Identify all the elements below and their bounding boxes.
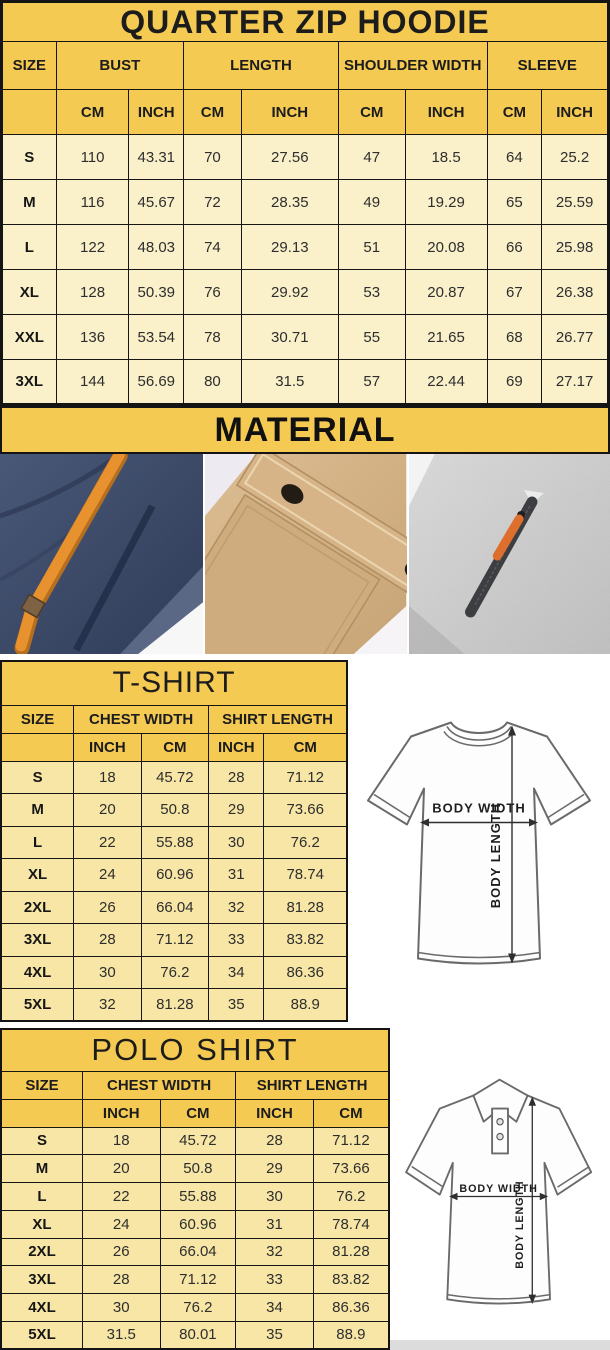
- value-cell: 71.12: [264, 761, 347, 794]
- table-row: [1, 1183, 389, 1211]
- value-cell: 18: [74, 761, 141, 794]
- row-label-cell: S: [2, 135, 57, 180]
- value-cell: 32: [236, 1238, 314, 1266]
- body-width-label: BODY WIDTH: [432, 800, 526, 816]
- value-cell: 66.04: [160, 1238, 236, 1266]
- value-cell: 18.5: [405, 135, 487, 180]
- polo-measurement-diagram: [393, 1055, 608, 1323]
- value-cell: 73.66: [264, 794, 347, 827]
- value-cell: 66.04: [141, 891, 208, 924]
- value-cell: 33: [209, 924, 264, 957]
- value-cell: 20: [74, 794, 141, 827]
- body-length-label: BODY LENGTH: [488, 802, 503, 909]
- value-cell: 26: [74, 891, 141, 924]
- value-cell: 136: [56, 315, 129, 360]
- hoodie-unit-header: [2, 90, 609, 135]
- row-label-cell: [1, 1099, 82, 1127]
- value-cell: 26.77: [542, 315, 609, 360]
- value-cell: CM: [487, 90, 542, 135]
- table-row: [1, 733, 347, 761]
- value-cell: 33: [236, 1266, 314, 1294]
- value-cell: 25.59: [542, 180, 609, 225]
- value-cell: 122: [56, 225, 129, 270]
- table-row: [2, 360, 609, 405]
- navy-fabric-illustration: [0, 454, 203, 654]
- table-row: [1, 891, 347, 924]
- row-label-cell: M: [1, 794, 74, 827]
- value-cell: 22: [74, 826, 141, 859]
- table-row: [1, 956, 347, 989]
- hoodie-title-row: [2, 2, 609, 42]
- value-cell: 45.72: [160, 1127, 236, 1155]
- value-cell: INCH: [74, 733, 141, 761]
- value-cell: 28: [82, 1266, 160, 1294]
- value-cell: CM: [338, 90, 405, 135]
- row-label-cell: 3XL: [2, 360, 57, 405]
- value-cell: 35: [209, 989, 264, 1022]
- table-row: [1, 826, 347, 859]
- table-row: [2, 135, 609, 180]
- polo-title-row: [1, 1029, 389, 1071]
- value-cell: CM: [184, 90, 242, 135]
- value-cell: 71.12: [313, 1127, 389, 1155]
- value-cell: CM: [313, 1099, 389, 1127]
- value-cell: 49: [338, 180, 405, 225]
- value-cell: 32: [209, 891, 264, 924]
- material-heading: MATERIAL: [0, 406, 610, 454]
- value-cell: 70: [184, 135, 242, 180]
- tshirt-measurement-diagram: [354, 690, 604, 990]
- value-cell: 22: [82, 1183, 160, 1211]
- value-cell: 34: [236, 1294, 314, 1322]
- value-cell: 83.82: [313, 1266, 389, 1294]
- tshirt-size-table: [0, 660, 348, 1022]
- value-cell: 76.2: [160, 1294, 236, 1322]
- table-row: [1, 859, 347, 892]
- row-label-cell: XL: [1, 859, 74, 892]
- row-label-cell: 4XL: [1, 1294, 82, 1322]
- value-cell: 88.9: [264, 989, 347, 1022]
- value-cell: 25.2: [542, 135, 609, 180]
- value-cell: 30: [82, 1294, 160, 1322]
- hoodie-title: QUARTER ZIP HOODIE: [2, 2, 609, 42]
- value-cell: 50.8: [141, 794, 208, 827]
- tshirt-unit-header: [1, 733, 347, 761]
- value-cell: CM: [160, 1099, 236, 1127]
- value-cell: 31: [236, 1210, 314, 1238]
- col-size: SIZE: [2, 42, 57, 90]
- value-cell: 30: [209, 826, 264, 859]
- value-cell: 65: [487, 180, 542, 225]
- value-cell: 35: [236, 1321, 314, 1349]
- row-label-cell: M: [2, 180, 57, 225]
- table-row: [1, 1155, 389, 1183]
- row-label-cell: 5XL: [1, 1321, 82, 1349]
- col-shirt-length: SHIRT LENGTH: [236, 1071, 389, 1099]
- value-cell: 81.28: [313, 1238, 389, 1266]
- table-row: [1, 1099, 389, 1127]
- col-sleeve: SLEEVE: [487, 42, 608, 90]
- value-cell: 144: [56, 360, 129, 405]
- material-photo-navy-drawstring: [0, 454, 203, 654]
- value-cell: 71.12: [160, 1266, 236, 1294]
- value-cell: 30: [236, 1183, 314, 1211]
- table-row: [2, 270, 609, 315]
- row-label-cell: XL: [2, 270, 57, 315]
- row-label-cell: 3XL: [1, 924, 74, 957]
- value-cell: INCH: [236, 1099, 314, 1127]
- row-label-cell: 3XL: [1, 1266, 82, 1294]
- value-cell: 57: [338, 360, 405, 405]
- value-cell: 28: [74, 924, 141, 957]
- value-cell: INCH: [129, 90, 184, 135]
- value-cell: 68: [487, 315, 542, 360]
- value-cell: 71.12: [141, 924, 208, 957]
- material-photo-khaki-pocket: [203, 454, 406, 654]
- row-label-cell: M: [1, 1155, 82, 1183]
- value-cell: CM: [141, 733, 208, 761]
- table-row: [2, 180, 609, 225]
- body-length-label: BODY LENGTH: [513, 1180, 526, 1269]
- value-cell: INCH: [209, 733, 264, 761]
- value-cell: 55.88: [160, 1183, 236, 1211]
- gray-fabric-illustration: [409, 454, 610, 654]
- polo-title: POLO SHIRT: [1, 1029, 389, 1071]
- tshirt-title: T-SHIRT: [1, 661, 347, 705]
- value-cell: 20: [82, 1155, 160, 1183]
- value-cell: 128: [56, 270, 129, 315]
- value-cell: 25.98: [542, 225, 609, 270]
- value-cell: 50.8: [160, 1155, 236, 1183]
- row-label-cell: L: [2, 225, 57, 270]
- table-row: [2, 90, 609, 135]
- value-cell: 29: [209, 794, 264, 827]
- tshirt-diagram: [348, 660, 610, 1020]
- value-cell: 51: [338, 225, 405, 270]
- tshirt-table-body: [1, 761, 347, 1021]
- value-cell: 50.39: [129, 270, 184, 315]
- table-row: [2, 315, 609, 360]
- row-label-cell: 4XL: [1, 956, 74, 989]
- khaki-fabric-illustration: [205, 454, 406, 654]
- col-bust: BUST: [56, 42, 183, 90]
- value-cell: 31: [209, 859, 264, 892]
- value-cell: CM: [264, 733, 347, 761]
- value-cell: 56.69: [129, 360, 184, 405]
- value-cell: 76.2: [141, 956, 208, 989]
- table-row: [1, 794, 347, 827]
- polo-unit-header: [1, 1099, 389, 1127]
- value-cell: 74: [184, 225, 242, 270]
- value-cell: 78.74: [313, 1210, 389, 1238]
- col-shirt-length: SHIRT LENGTH: [209, 705, 347, 733]
- row-label-cell: 5XL: [1, 989, 74, 1022]
- value-cell: 64: [487, 135, 542, 180]
- row-label-cell: [2, 90, 57, 135]
- value-cell: 86.36: [264, 956, 347, 989]
- material-photos: [0, 454, 610, 654]
- value-cell: 20.87: [405, 270, 487, 315]
- table-row: [1, 1238, 389, 1266]
- value-cell: 30.71: [241, 315, 338, 360]
- body-width-label: BODY WIDTH: [458, 1182, 538, 1195]
- col-size: SIZE: [1, 1071, 82, 1099]
- value-cell: 21.65: [405, 315, 487, 360]
- value-cell: 60.96: [141, 859, 208, 892]
- value-cell: 80: [184, 360, 242, 405]
- tshirt-title-row: [1, 661, 347, 705]
- value-cell: 18: [82, 1127, 160, 1155]
- value-cell: 78.74: [264, 859, 347, 892]
- value-cell: 72: [184, 180, 242, 225]
- value-cell: 80.01: [160, 1321, 236, 1349]
- body-width-arrow: [420, 801, 538, 827]
- value-cell: 27.56: [241, 135, 338, 180]
- value-cell: 29.13: [241, 225, 338, 270]
- polo-diagram: [390, 1028, 610, 1350]
- value-cell: 45.72: [141, 761, 208, 794]
- value-cell: 48.03: [129, 225, 184, 270]
- value-cell: 31.5: [82, 1321, 160, 1349]
- table-row: [2, 225, 609, 270]
- row-label-cell: S: [1, 761, 74, 794]
- value-cell: 28: [236, 1127, 314, 1155]
- value-cell: 69: [487, 360, 542, 405]
- value-cell: 19.29: [405, 180, 487, 225]
- row-label-cell: 2XL: [1, 1238, 82, 1266]
- value-cell: 67: [487, 270, 542, 315]
- table-row: [1, 1294, 389, 1322]
- value-cell: 20.08: [405, 225, 487, 270]
- value-cell: 55: [338, 315, 405, 360]
- value-cell: 26.38: [542, 270, 609, 315]
- value-cell: 88.9: [313, 1321, 389, 1349]
- row-label-cell: [1, 733, 74, 761]
- value-cell: 28.35: [241, 180, 338, 225]
- polo-section: [0, 1028, 610, 1350]
- table-row: [1, 761, 347, 794]
- value-cell: 86.36: [313, 1294, 389, 1322]
- value-cell: 66: [487, 225, 542, 270]
- value-cell: 76: [184, 270, 242, 315]
- value-cell: 116: [56, 180, 129, 225]
- table-row: [1, 989, 347, 1022]
- value-cell: 43.31: [129, 135, 184, 180]
- table-row: [1, 1127, 389, 1155]
- value-cell: 22.44: [405, 360, 487, 405]
- tshirt-group-header-row: [1, 705, 347, 733]
- value-cell: 24: [74, 859, 141, 892]
- value-cell: INCH: [241, 90, 338, 135]
- value-cell: 78: [184, 315, 242, 360]
- value-cell: INCH: [82, 1099, 160, 1127]
- value-cell: INCH: [542, 90, 609, 135]
- value-cell: 27.17: [542, 360, 609, 405]
- value-cell: 29: [236, 1155, 314, 1183]
- value-cell: 47: [338, 135, 405, 180]
- value-cell: 81.28: [264, 891, 347, 924]
- value-cell: 26: [82, 1238, 160, 1266]
- table-row: [1, 1210, 389, 1238]
- polo-table-body: [1, 1127, 389, 1349]
- col-shoulder-width: SHOULDER WIDTH: [338, 42, 487, 90]
- row-label-cell: XL: [1, 1210, 82, 1238]
- value-cell: 29.92: [241, 270, 338, 315]
- value-cell: INCH: [405, 90, 487, 135]
- value-cell: 81.28: [141, 989, 208, 1022]
- value-cell: CM: [56, 90, 129, 135]
- hoodie-table-body: [2, 135, 609, 405]
- row-label-cell: L: [1, 1183, 82, 1211]
- col-chest-width: CHEST WIDTH: [74, 705, 209, 733]
- col-chest-width: CHEST WIDTH: [82, 1071, 235, 1099]
- table-row: [1, 924, 347, 957]
- value-cell: 55.88: [141, 826, 208, 859]
- value-cell: 30: [74, 956, 141, 989]
- table-row: [1, 1321, 389, 1349]
- value-cell: 28: [209, 761, 264, 794]
- polo-group-header-row: [1, 1071, 389, 1099]
- value-cell: 34: [209, 956, 264, 989]
- row-label-cell: XXL: [2, 315, 57, 360]
- value-cell: 24: [82, 1210, 160, 1238]
- row-label-cell: 2XL: [1, 891, 74, 924]
- value-cell: 53.54: [129, 315, 184, 360]
- value-cell: 76.2: [264, 826, 347, 859]
- hoodie-size-table: [0, 0, 610, 406]
- value-cell: 32: [74, 989, 141, 1022]
- value-cell: 76.2: [313, 1183, 389, 1211]
- value-cell: 73.66: [313, 1155, 389, 1183]
- row-label-cell: L: [1, 826, 74, 859]
- value-cell: 60.96: [160, 1210, 236, 1238]
- value-cell: 83.82: [264, 924, 347, 957]
- value-cell: 53: [338, 270, 405, 315]
- material-photo-gray-zipper: [407, 454, 610, 654]
- tshirt-section: [0, 660, 610, 1020]
- col-size: SIZE: [1, 705, 74, 733]
- value-cell: 110: [56, 135, 129, 180]
- value-cell: 31.5: [241, 360, 338, 405]
- row-label-cell: S: [1, 1127, 82, 1155]
- hoodie-group-header-row: [2, 42, 609, 90]
- value-cell: 45.67: [129, 180, 184, 225]
- polo-size-table: [0, 1028, 390, 1350]
- col-length: LENGTH: [184, 42, 339, 90]
- table-row: [1, 1266, 389, 1294]
